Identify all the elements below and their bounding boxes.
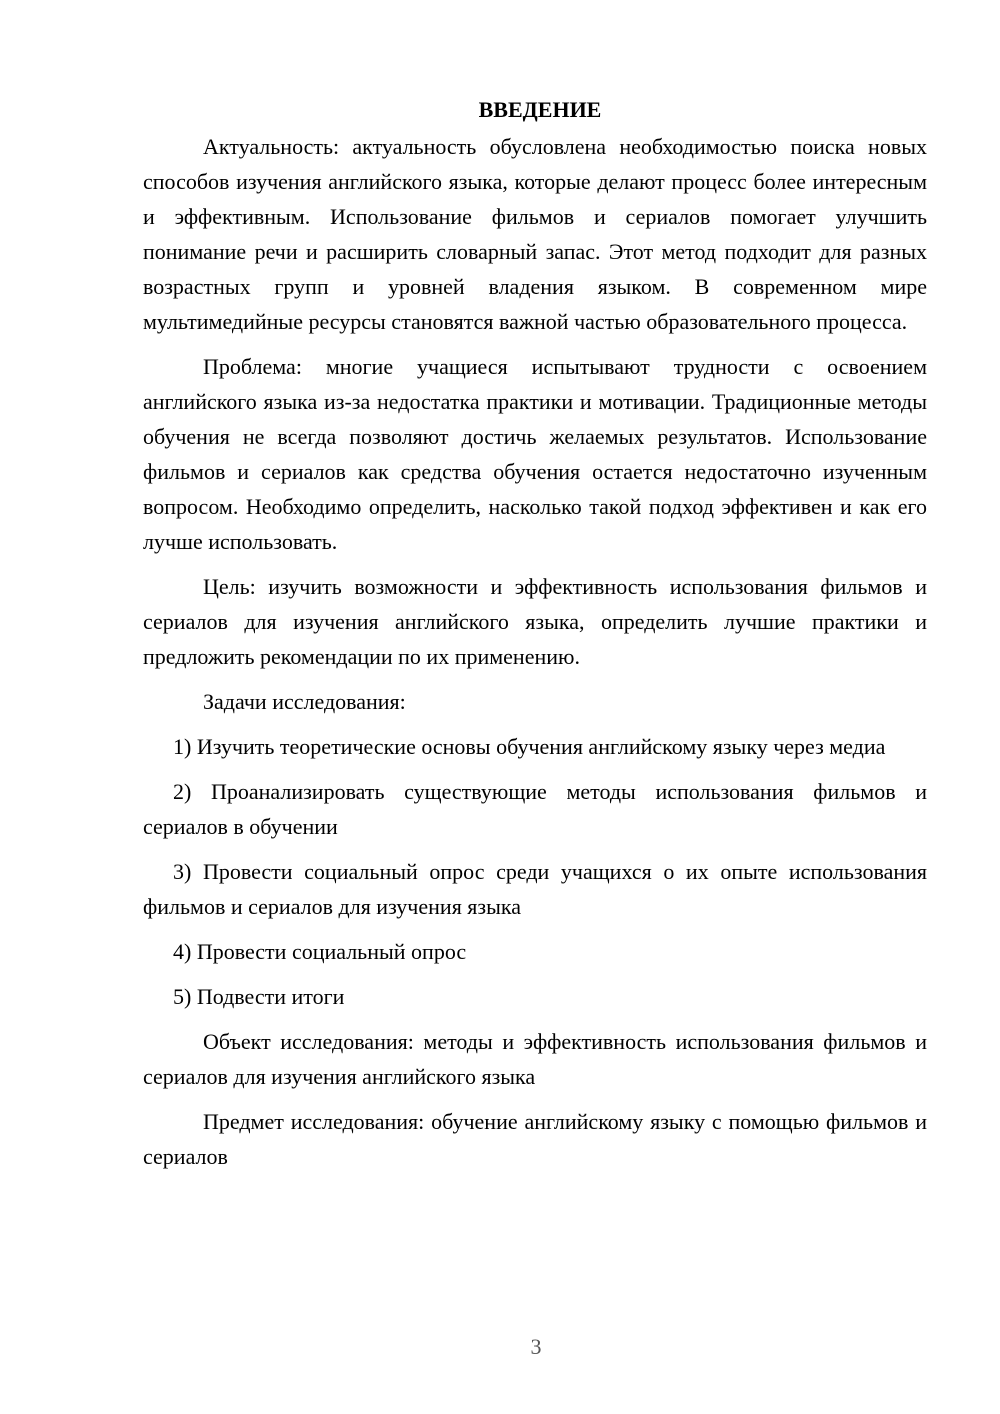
relevance-paragraph: Актуальность: актуальность обусловлена необходимостью поиска новых способов изучения английского языка, которые делают процесс более интересным и эффективным. Использование фильмов и сериалов помогает улучшить понимание речи и расширить словарный запас. Этот метод подходит для разных возрастных групп и уровней владения языком. В современном мире мультимедийные ресурсы становятся важной частью образовательного процесса. <box>143 134 927 334</box>
subject-paragraph: Предмет исследования: обучение английскому языку с помощью фильмов и сериалов <box>143 1109 927 1169</box>
tasks-title: Задачи исследования: <box>203 689 406 714</box>
page-number: 3 <box>530 1334 542 1359</box>
section-heading: ВВЕДЕНИЕ <box>478 97 602 122</box>
task-item-1: 1) Изучить теоретические основы обучения английскому языку через медиа <box>173 734 886 759</box>
task-item-3: 3) Провести социальный опрос среди учащихся о их опыте использования фильмов и сериалов для изучения языка <box>143 859 927 919</box>
goal-paragraph: Цель: изучить возможности и эффективность использования фильмов и сериалов для изучения английского языка, определить лучшие практики и предложить рекомендации по их применению. <box>143 574 927 669</box>
object-paragraph: Объект исследования: методы и эффективность использования фильмов и сериалов для изучения английского языка <box>143 1029 927 1089</box>
problem-paragraph: Проблема: многие учащиеся испытывают трудности с освоением английского языка из-за недостатка практики и мотивации. Традиционные методы обучения не всегда позволяют достичь желаемых результатов. Использование фильмов и сериалов как средства обучения остается недостаточно изученным вопросом. Необходимо определить, насколько такой подход эффективен и как его лучше использовать. <box>143 354 927 554</box>
task-item-5: 5) Подвести итоги <box>173 984 345 1009</box>
task-item-4: 4) Провести социальный опрос <box>173 939 467 964</box>
document-body <box>143 92 927 1174</box>
task-item-2: 2) Проанализировать существующие методы использования фильмов и сериалов в обучении <box>143 779 927 839</box>
